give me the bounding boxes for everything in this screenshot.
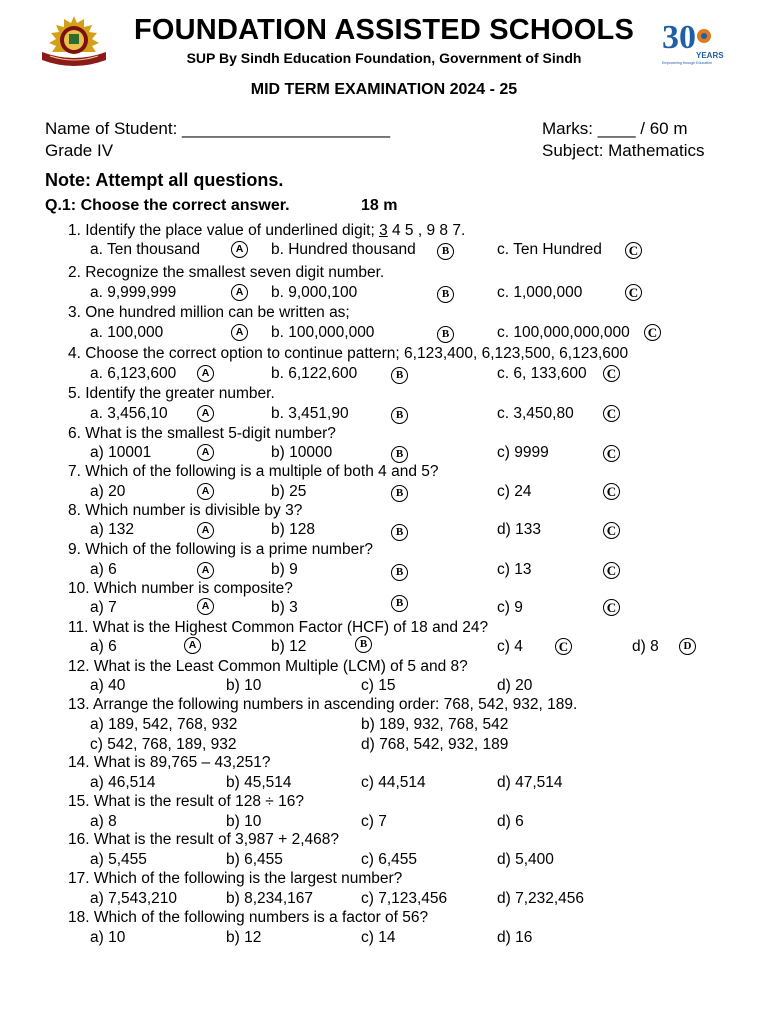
logo-number: 30 bbox=[662, 19, 696, 56]
option-a: a. 3,456,10 bbox=[90, 405, 168, 422]
option-b: b) 25 bbox=[271, 483, 307, 500]
option-b: b) 45,514 bbox=[226, 774, 292, 791]
answer-bubble-b[interactable]: B bbox=[391, 524, 408, 541]
option-d: d) 47,514 bbox=[497, 774, 563, 791]
answer-bubble-c[interactable]: C bbox=[603, 445, 620, 462]
option-b: b. 9,000,100 bbox=[271, 284, 358, 301]
option-c: c. 100,000,000,000 bbox=[497, 324, 630, 341]
question-4: 4. Choose the correct option to continue pattern; 6,123,400, 6,123,500, 6,123,600 bbox=[68, 345, 629, 362]
subject-label: Subject: Mathematics bbox=[542, 141, 705, 160]
answer-bubble-a[interactable]: A bbox=[197, 598, 214, 615]
question-8: 8. Which number is divisible by 3? bbox=[68, 502, 303, 519]
option-a: a. 100,000 bbox=[90, 324, 164, 341]
option-b: b) 12 bbox=[271, 638, 307, 655]
option-d: d) 7,232,456 bbox=[497, 890, 585, 907]
answer-bubble-b[interactable]: B bbox=[355, 636, 372, 653]
answer-bubble-c[interactable]: C bbox=[625, 284, 642, 301]
option-b: b) 8,234,167 bbox=[226, 890, 314, 907]
answer-bubble-c[interactable]: C bbox=[603, 365, 620, 382]
option-a: a) 7,543,210 bbox=[90, 890, 178, 907]
option-b: b) 3 bbox=[271, 599, 298, 616]
section-marks: 18 m bbox=[361, 197, 398, 214]
option-d: d) 133 bbox=[497, 521, 541, 538]
answer-bubble-b[interactable]: B bbox=[391, 485, 408, 502]
answer-bubble-a[interactable]: A bbox=[231, 324, 248, 341]
question-text: 1. Identify the place value of underlined digit; bbox=[68, 222, 380, 239]
exam-title: MID TERM EXAMINATION 2024 - 25 bbox=[250, 81, 518, 98]
option-d: d) 8 bbox=[632, 638, 659, 655]
answer-bubble-c[interactable]: C bbox=[603, 522, 620, 539]
question-7: 7. Which of the following is a multiple of both 4 and 5? bbox=[68, 463, 439, 480]
section-title: Q.1: Choose the correct answer. bbox=[45, 197, 290, 214]
option-c: c) 9 bbox=[497, 599, 523, 616]
option-d: d) 6 bbox=[497, 813, 524, 830]
answer-bubble-a[interactable]: A bbox=[231, 241, 248, 258]
option-c: c. 3,450,80 bbox=[497, 405, 574, 422]
question-16: 16. What is the result of 3,987 + 2,468? bbox=[68, 831, 339, 848]
answer-bubble-b[interactable]: B bbox=[437, 243, 454, 260]
option-b: b) 10000 bbox=[271, 444, 333, 461]
option-a: a) 10001 bbox=[90, 444, 152, 461]
option-d: d) 5,400 bbox=[497, 851, 554, 868]
option-b: b) 9 bbox=[271, 561, 298, 578]
answer-bubble-d[interactable]: D bbox=[679, 638, 696, 655]
question-5: 5. Identify the greater number. bbox=[68, 385, 275, 402]
option-a: a. Ten thousand bbox=[90, 241, 201, 258]
option-a: a) 6 bbox=[90, 561, 117, 578]
answer-bubble-a[interactable]: A bbox=[197, 444, 214, 461]
answer-bubble-c[interactable]: C bbox=[603, 599, 620, 616]
option-c: c) 24 bbox=[497, 483, 532, 500]
option-c: c) 9999 bbox=[497, 444, 549, 461]
question-11: 11. What is the Highest Common Factor (HCF) of 18 and 24? bbox=[68, 619, 489, 636]
answer-bubble-b[interactable]: B bbox=[391, 446, 408, 463]
underlined-digit: 3 bbox=[379, 222, 388, 239]
answer-bubble-c[interactable]: C bbox=[603, 483, 620, 500]
option-a: a) 10 bbox=[90, 929, 126, 946]
option-c: c) 6,455 bbox=[361, 851, 418, 868]
logo-tagline: Empowering through Education bbox=[662, 61, 713, 65]
answer-bubble-c[interactable]: C bbox=[625, 242, 642, 259]
answer-bubble-a[interactable]: A bbox=[197, 405, 214, 422]
option-d: d) 16 bbox=[497, 929, 533, 946]
option-b: b) 128 bbox=[271, 521, 315, 538]
option-c: c) 542, 768, 189, 932 bbox=[90, 736, 237, 753]
option-d: d) 768, 542, 932, 189 bbox=[361, 736, 509, 753]
option-c: c. Ten Hundred bbox=[497, 241, 602, 258]
answer-bubble-b[interactable]: B bbox=[391, 407, 408, 424]
option-b: b) 10 bbox=[226, 813, 262, 830]
marks-field[interactable]: Marks: ____ / 60 m bbox=[542, 119, 688, 138]
option-a: a. 6,123,600 bbox=[90, 365, 177, 382]
question-18: 18. Which of the following numbers is a factor of 56? bbox=[68, 909, 429, 926]
supported-by-line: SUP By Sindh Education Foundation, Government of Sindh bbox=[186, 50, 582, 66]
option-c: c) 44,514 bbox=[361, 774, 426, 791]
answer-bubble-b[interactable]: B bbox=[437, 326, 454, 343]
school-title: FOUNDATION ASSISTED SCHOOLS bbox=[133, 14, 635, 46]
option-b: b. 6,122,600 bbox=[271, 365, 358, 382]
answer-bubble-c[interactable]: C bbox=[644, 324, 661, 341]
answer-bubble-a[interactable]: A bbox=[184, 637, 201, 654]
answer-bubble-c[interactable]: C bbox=[555, 638, 572, 655]
option-b: b) 12 bbox=[226, 929, 262, 946]
answer-bubble-b[interactable]: B bbox=[391, 595, 408, 612]
instructions-note: Note: Attempt all questions. bbox=[45, 170, 284, 190]
option-b: b) 189, 932, 768, 542 bbox=[361, 716, 509, 733]
option-a: a) 132 bbox=[90, 521, 134, 538]
question-6: 6. What is the smallest 5-digit number? bbox=[68, 425, 336, 442]
answer-bubble-b[interactable]: B bbox=[391, 367, 408, 384]
option-c: c) 7,123,456 bbox=[361, 890, 448, 907]
answer-bubble-b[interactable]: B bbox=[391, 564, 408, 581]
answer-bubble-a[interactable]: A bbox=[231, 284, 248, 301]
question-text-end: 4 5 , 9 8 7. bbox=[387, 222, 466, 239]
option-d: d) 20 bbox=[497, 677, 533, 694]
option-a: a) 46,514 bbox=[90, 774, 156, 791]
question-15: 15. What is the result of 128 ÷ 16? bbox=[68, 793, 304, 810]
option-b: b. 3,451,90 bbox=[271, 405, 349, 422]
question-13: 13. Arrange the following numbers in ascending order: 768, 542, 932, 189. bbox=[68, 696, 578, 713]
option-a: a) 6 bbox=[90, 638, 117, 655]
answer-bubble-c[interactable]: C bbox=[603, 405, 620, 422]
option-c: c) 14 bbox=[361, 929, 396, 946]
student-name-field[interactable]: Name of Student: ______________________ bbox=[45, 119, 391, 138]
question-10: 10. Which number is composite? bbox=[68, 580, 293, 597]
option-c: c) 4 bbox=[497, 638, 523, 655]
option-b: b. Hundred thousand bbox=[271, 241, 416, 258]
option-c: c) 15 bbox=[361, 677, 396, 694]
option-b: b) 6,455 bbox=[226, 851, 283, 868]
question-12: 12. What is the Least Common Multiple (LCM) of 5 and 8? bbox=[68, 658, 468, 675]
question-2: 2. Recognize the smallest seven digit number. bbox=[68, 264, 385, 281]
answer-bubble-a[interactable]: A bbox=[197, 483, 214, 500]
option-c: c. 1,000,000 bbox=[497, 284, 583, 301]
question-9: 9. Which of the following is a prime number? bbox=[68, 541, 373, 558]
answer-bubble-a[interactable]: A bbox=[197, 365, 214, 382]
option-c: c. 6, 133,600 bbox=[497, 365, 587, 382]
option-a: a) 40 bbox=[90, 677, 126, 694]
answer-bubble-c[interactable]: C bbox=[603, 562, 620, 579]
question-14: 14. What is 89,765 – 43,251? bbox=[68, 754, 271, 771]
option-a: a) 5,455 bbox=[90, 851, 147, 868]
logo-years-text: YEARS bbox=[696, 51, 724, 60]
option-b: b) 10 bbox=[226, 677, 262, 694]
option-a: a) 7 bbox=[90, 599, 117, 616]
option-a: a. 9,999,999 bbox=[90, 284, 177, 301]
option-a: a) 8 bbox=[90, 813, 117, 830]
grade-label: Grade IV bbox=[45, 141, 114, 160]
option-a: a) 189, 542, 768, 932 bbox=[90, 716, 238, 733]
question-3: 3. One hundred million can be written as; bbox=[68, 304, 350, 321]
thirty-years-logo bbox=[660, 16, 732, 66]
option-b: b. 100,000,000 bbox=[271, 324, 375, 341]
answer-bubble-a[interactable]: A bbox=[197, 522, 214, 539]
answer-bubble-b[interactable]: B bbox=[437, 286, 454, 303]
option-c: c) 7 bbox=[361, 813, 387, 830]
question-1 bbox=[68, 222, 465, 240]
question-17: 17. Which of the following is the largest number? bbox=[68, 870, 403, 887]
answer-bubble-a[interactable]: A bbox=[197, 562, 214, 579]
option-a: a) 20 bbox=[90, 483, 126, 500]
option-c: c) 13 bbox=[497, 561, 532, 578]
